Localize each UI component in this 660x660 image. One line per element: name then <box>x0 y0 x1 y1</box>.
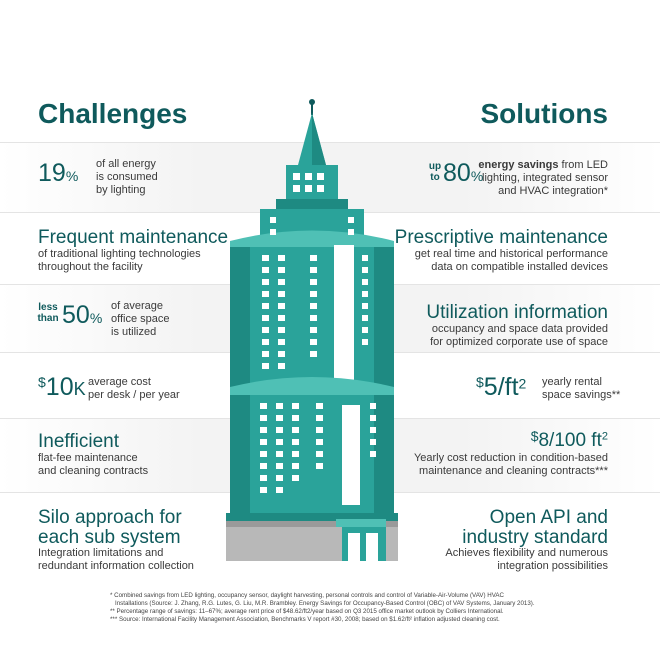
text-line: is consumed <box>96 171 158 183</box>
text-line: of traditional lighting technologies <box>38 248 201 260</box>
solution-rent-text <box>542 376 620 402</box>
text-line: throughout the facility <box>38 261 143 273</box>
text-line: of average <box>111 300 163 312</box>
text-line: up <box>428 161 442 172</box>
text-line: maintenance and cleaning contracts*** <box>419 465 608 477</box>
challenge-space-prefix <box>36 302 60 324</box>
text-line: Open API and <box>489 507 608 528</box>
text-line: Integration limitations and <box>38 547 164 559</box>
challenge-inefficient-title: Inefficient <box>38 431 119 452</box>
solution-api-text <box>445 547 608 573</box>
desk-cost-value: 10 <box>45 373 74 401</box>
solutions-heading: Solutions <box>480 98 608 129</box>
text-line: than <box>37 313 59 324</box>
challenge-energy-text <box>96 158 158 197</box>
solution-energy-text <box>476 159 608 198</box>
percent-sign: % <box>65 168 79 184</box>
currency-sign: $ <box>530 428 539 444</box>
energy-share-value: 19 <box>38 159 66 187</box>
text-line: average cost <box>88 376 151 388</box>
footnote-line: Installations (Source: J. Zhang, R.G. Lutes, G. Liu, M.R. Brambley. Energy Savings for Occupancy-Based Control (OBC) of VAV Systems, January 2013). <box>115 600 535 607</box>
solution-energy-prefix <box>426 161 444 183</box>
solution-utilization-text <box>430 323 608 349</box>
text-line: lighting, integrated sensor <box>482 172 608 184</box>
text-line: by lighting <box>96 184 146 196</box>
energy-savings-value: 80 <box>443 159 471 187</box>
solution-utilization-title: Utilization information <box>426 302 608 323</box>
text-line: for optimized corporate use of space <box>430 336 608 348</box>
text-line: and cleaning contracts <box>38 465 149 477</box>
text-line: data on compatible installed devices <box>431 261 608 273</box>
solution-maintenance-text <box>415 248 608 274</box>
challenge-energy <box>38 160 78 186</box>
challenge-silo-title <box>38 508 182 548</box>
text-line: office space <box>111 313 170 325</box>
thousand-unit: K <box>73 379 86 399</box>
currency-sign: $ <box>38 374 46 390</box>
footnote-line: * Combined savings from LED lighting, occupancy sensor, daylight harvesting, personal controls and control of Variable-Air-Volume (VAV) HVAC <box>110 592 505 599</box>
text-line: from LED <box>561 159 608 171</box>
footnote-line: *** Source: International Facility Management Association, Benchmarks V report #30, 2008; based on $1.62/ft² inflation adjusted cleaning cost. <box>110 616 500 623</box>
challenge-silo-text <box>38 547 194 573</box>
text-line: to <box>430 172 440 183</box>
squared-sup: 2 <box>601 430 608 443</box>
challenge-space-text <box>111 300 170 339</box>
challenges-heading: Challenges <box>38 98 188 129</box>
text-line: is utilized <box>111 326 157 338</box>
solution-rent-value <box>476 374 526 400</box>
percent-sign: % <box>470 168 484 184</box>
space-share-value: 50 <box>62 301 90 329</box>
text-line: per desk / per year <box>88 389 180 401</box>
text-line: of all energy <box>96 158 156 170</box>
text-line: flat-fee maintenance <box>38 452 138 464</box>
text-line: integration possibilities <box>497 560 608 572</box>
cleaning-savings-value: 8/100 ft <box>538 430 602 451</box>
challenge-maintenance-text <box>38 248 201 274</box>
text-line: get real time and historical performance <box>414 248 608 260</box>
solution-maintenance-title: Prescriptive maintenance <box>394 227 608 248</box>
challenge-cost-text <box>88 376 180 402</box>
percent-sign: % <box>89 310 103 326</box>
text-line: less <box>38 302 58 313</box>
text-line: Achieves flexibility and numerous <box>445 547 608 559</box>
footnote-line: ** Percentage range of savings: 11–67%; average rent price of $48.62/ft2/year based on Q3 2015 office market outlook by Colliers International. <box>110 608 504 615</box>
solution-cleaning-value <box>531 428 608 454</box>
squared-sup: 2 <box>518 375 527 392</box>
energy-savings-label: energy savings <box>478 159 559 171</box>
text-line: Yearly cost reduction in condition-based <box>413 452 608 464</box>
solution-cleaning-text <box>414 452 608 478</box>
text-line: yearly rental <box>542 376 602 388</box>
challenge-maintenance-title: Frequent maintenance <box>38 227 229 248</box>
text-line: redundant information collection <box>38 560 194 572</box>
currency-sign: $ <box>476 374 484 390</box>
challenge-cost-value <box>38 374 86 402</box>
text-line: space savings** <box>542 389 621 401</box>
solution-api-title <box>462 508 608 548</box>
text-line: each sub system <box>38 527 181 548</box>
rent-savings-value: 5/ft <box>483 373 519 401</box>
footnotes <box>110 592 590 624</box>
text-line: and HVAC integration* <box>498 185 608 197</box>
challenge-space-value-wrap <box>62 302 102 328</box>
text-line: Silo approach for <box>38 507 182 528</box>
text-line: occupancy and space data provided <box>431 323 608 335</box>
challenge-inefficient-text <box>38 452 148 478</box>
text-line: industry standard <box>462 527 608 548</box>
